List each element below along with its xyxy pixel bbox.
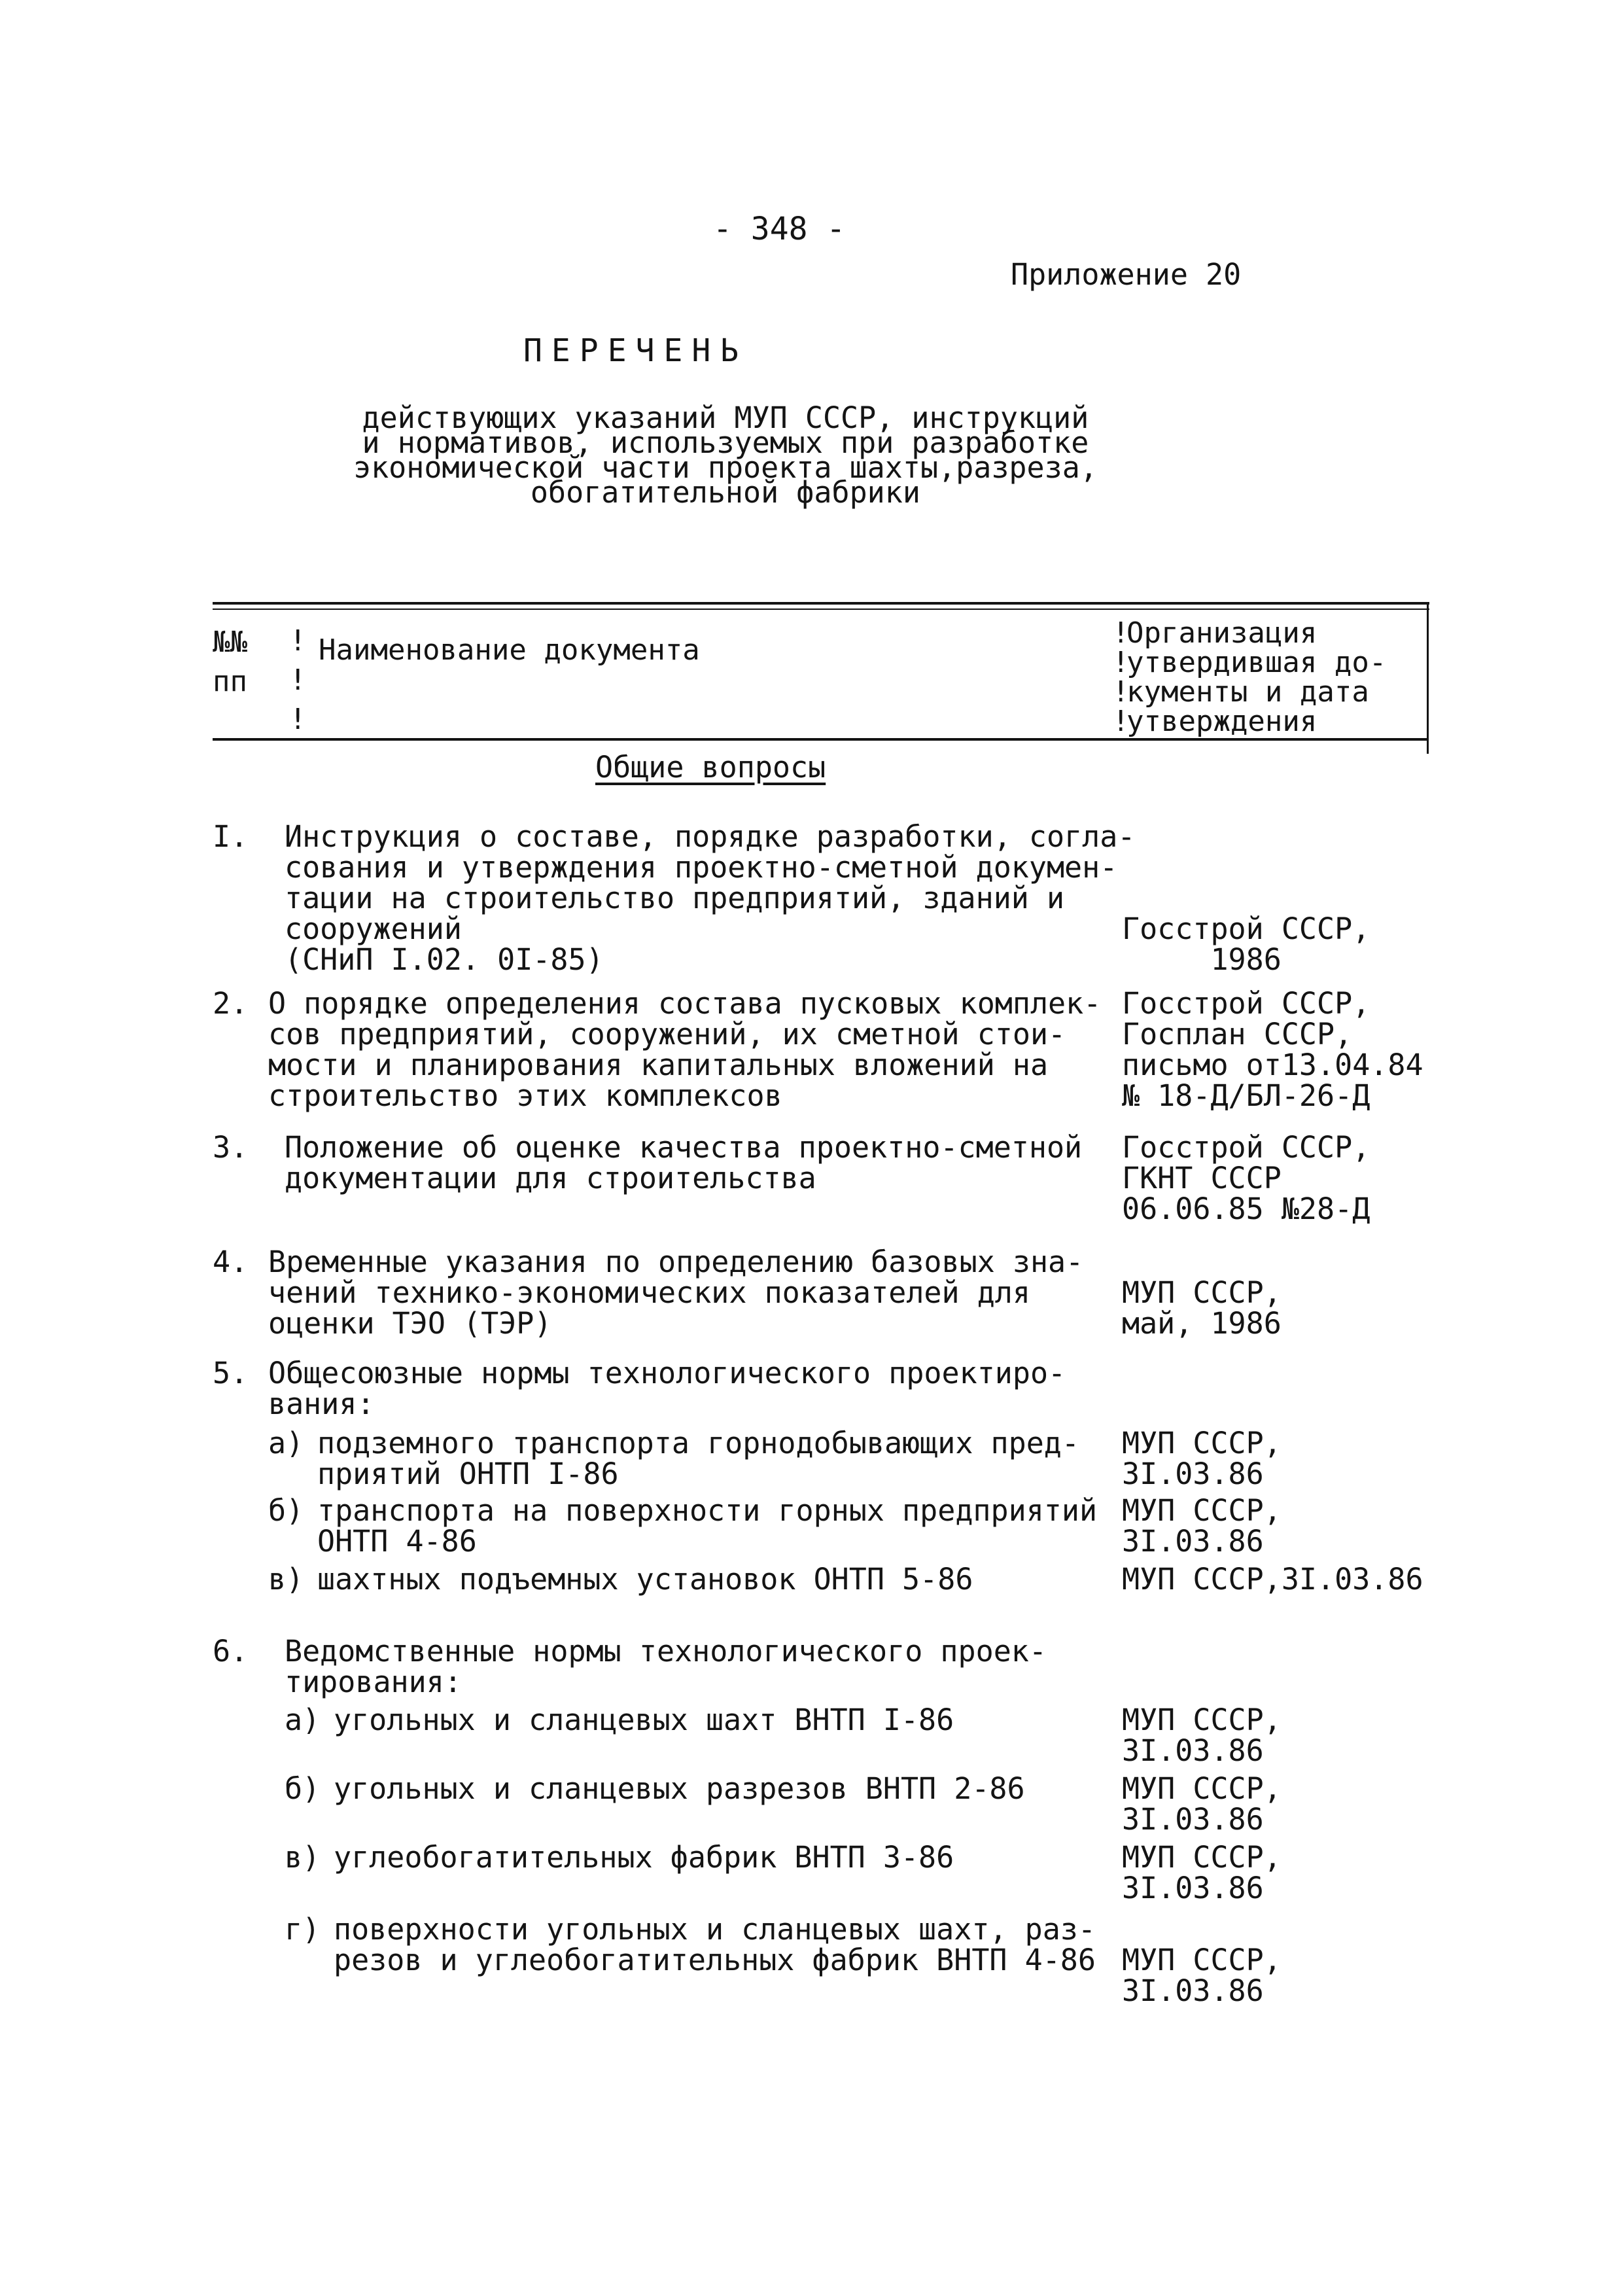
sub-item-text: шахтных подъемных установок ОНТП 5-86 <box>317 1562 973 1597</box>
sub-item-organization: МУП СССР,3I.03.86 <box>1122 1562 1423 1597</box>
sub-item-letter: г) <box>285 1912 321 1947</box>
subtitle-line: экономической части проекта шахты,разреза, <box>353 450 1098 485</box>
item-organization: МУП СССР, май, 1986 <box>1122 1275 1282 1341</box>
subtitle-line: действующих указаний МУП СССР, инструкций <box>362 400 1089 435</box>
item-text: О порядке определения состава пусковых комплек- сов предприятий, сооружений, их сметной стои- мости и планирования капитальных вложений на строительство этих комплексов <box>268 986 1102 1113</box>
sub-item-organization: МУП СССР, 3I.03.86 <box>1122 1493 1282 1559</box>
table-right-rule <box>1427 603 1429 754</box>
section-title: Общие вопросы <box>595 750 826 785</box>
subtitle-line: и нормативов, используемых при разработке <box>362 425 1089 460</box>
column-separator: ! ! ! ! <box>1112 616 1130 738</box>
item-number: 2. <box>213 986 249 1021</box>
sub-item-text: угольных и сланцевых шахт ВНТП I-86 <box>334 1703 954 1737</box>
sub-item-text: поверхности угольных и сланцевых шахт, раз- резов и углеобогатительных фабрик ВНТП 4-86 <box>334 1912 1096 1977</box>
page-number: - 348 - <box>713 211 846 247</box>
sub-item-organization: МУП СССР, 3I.03.86 <box>1122 1703 1282 1768</box>
item-number: 5. <box>213 1356 249 1390</box>
item-text: Инструкция о составе, порядке разработки, согла- сования и утверждения проектно-сметной докумен- тации на строительство предприятий, зданий и сооружений (СНиП I.02. 0I-85) <box>285 819 1136 977</box>
sub-item-organization: МУП СССР, 3I.03.86 <box>1122 1840 1282 1905</box>
item-text: Общесоюзные нормы технологического проектиро- вания: <box>268 1356 1066 1421</box>
sub-item-letter: а) <box>268 1426 304 1460</box>
sub-item-letter: в) <box>285 1840 321 1875</box>
sub-item-organization: МУП СССР, 3I.03.86 <box>1122 1943 1282 2008</box>
table-top-rule <box>213 602 1429 605</box>
sub-item-letter: в) <box>268 1562 304 1597</box>
sub-item-text: угольных и сланцевых разрезов ВНТП 2-86 <box>334 1771 1025 1806</box>
sub-item-letter: б) <box>268 1493 304 1528</box>
sub-item-text: углеобогатительных фабрик ВНТП 3-86 <box>334 1840 954 1875</box>
sub-item-letter: б) <box>285 1771 321 1806</box>
subtitle-line: обогатительной фабрики <box>530 475 920 510</box>
item-number: 6. <box>213 1634 249 1669</box>
item-number: 4. <box>213 1245 249 1279</box>
item-number: I. <box>213 819 249 854</box>
item-organization: Госстрой СССР, Госплан СССР, письмо от13.04.84 № 18-Д/БЛ-26-Д <box>1122 986 1423 1113</box>
table-header-bottom-rule <box>213 738 1428 741</box>
sub-item-organization: МУП СССР, 3I.03.86 <box>1122 1426 1282 1491</box>
item-text: Положение об оценке качества проектно-сметной документации для строительства <box>285 1130 1083 1195</box>
column-separator: ! ! ! <box>289 624 307 736</box>
sub-item-text: подземного транспорта горнодобывающих пред- приятий ОНТП I-86 <box>317 1426 1079 1491</box>
document-subtitle <box>353 400 1098 510</box>
item-number: 3. <box>213 1130 249 1165</box>
table-top-rule-thin <box>213 609 1429 610</box>
sub-item-text: транспорта на поверхности горных предприятий ОНТП 4-86 <box>317 1493 1098 1559</box>
document-title: ПЕРЕЧЕНЬ <box>523 332 748 369</box>
item-text: Временные указания по определению базовых зна- чений технико-экономических показателей для оценки ТЭО (ТЭР) <box>268 1245 1084 1341</box>
item-text: Ведомственные нормы технологического проек- тирования: <box>285 1634 1047 1699</box>
column-header-name: Наименование документа <box>319 633 700 667</box>
appendix-label: Приложение 20 <box>1011 257 1242 292</box>
column-header-number: №№ пп <box>213 626 247 698</box>
item-organization: Госстрой СССР, ГКНТ СССР 06.06.85 №28-Д <box>1122 1130 1370 1226</box>
column-header-organization: Организация утвердившая до- кументы и дата утверждения <box>1126 616 1387 738</box>
sub-item-organization: МУП СССР, 3I.03.86 <box>1122 1771 1282 1837</box>
sub-item-letter: а) <box>285 1703 321 1737</box>
item-organization: Госстрой СССР, 1986 <box>1122 911 1370 977</box>
